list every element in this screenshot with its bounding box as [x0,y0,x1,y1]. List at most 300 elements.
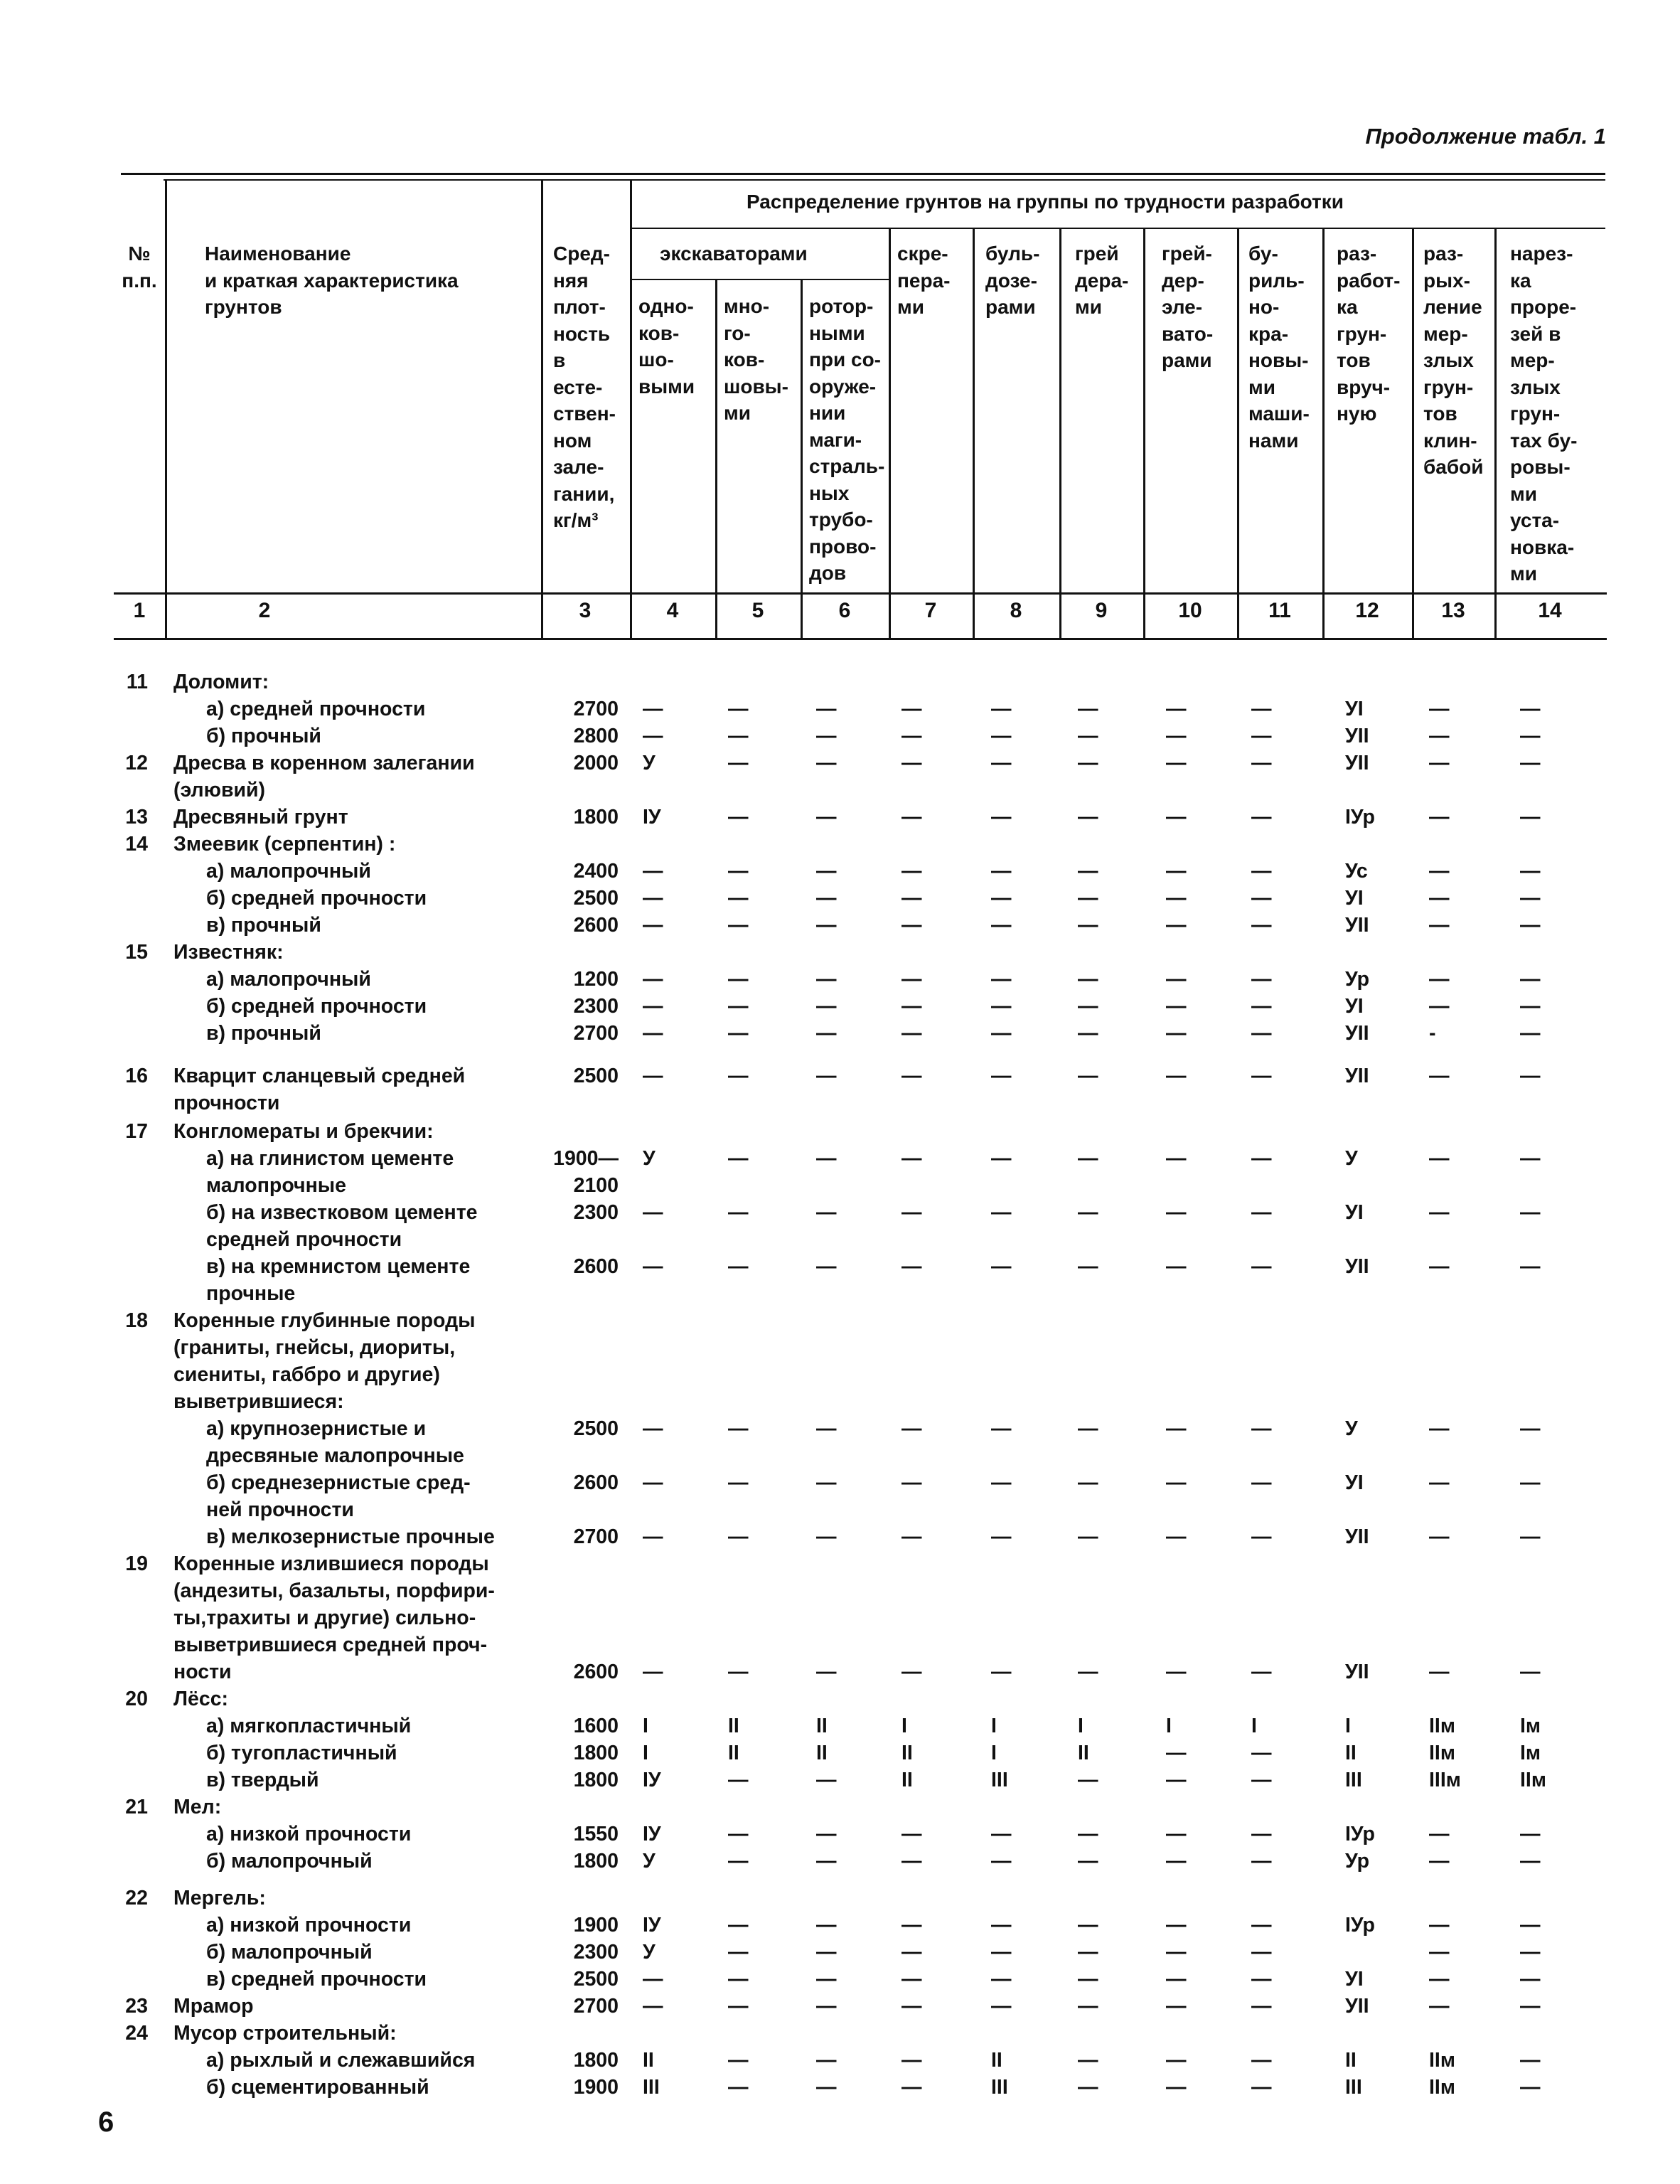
row-value-col-13: - [1429,1022,1436,1045]
table-row [0,723,1680,750]
row-value-col-5: — [728,914,749,937]
row-number: 18 [125,1309,148,1332]
table-row [0,696,1680,723]
row-value-col-12: УII [1345,1022,1369,1045]
row-value-col-8: — [991,995,1012,1018]
row-number: 22 [125,1887,148,1909]
row-density: 2600 [573,1255,619,1278]
row-density: 1800 [573,2049,619,2072]
table-row [0,1090,1680,1117]
row-name: Известняк: [173,941,284,964]
row-value-col-7: I [901,1715,907,1737]
row-name: Мусор строительный: [173,2022,397,2045]
row-value-col-12: УII [1345,725,1369,747]
row-name: дресвяные малопрочные [206,1444,464,1467]
row-value-col-8: — [991,1471,1012,1494]
row-value-col-10: — [1166,698,1187,720]
row-value-col-4: — [643,1661,663,1683]
column-number-2: 2 [258,599,271,622]
header-col-12: раз- работ- ка грун- тов вруч- ную [1337,243,1401,425]
header-col-name: Наименование и краткая характеристика грунтов [205,243,459,318]
header-col-no: № п.п. [122,243,157,292]
row-value-col-6: — [816,1995,837,2018]
row-value-col-7: II [901,1769,913,1791]
row-value-col-9: — [1078,1471,1098,1494]
row-value-col-10: — [1166,1417,1187,1440]
row-value-col-6: — [816,914,837,937]
row-density: 1550 [573,1823,619,1845]
row-value-col-13: IIм [1429,2049,1455,2072]
row-name: Мрамор [173,1995,254,2018]
row-value-col-14: — [1520,968,1541,991]
row-value-col-4: I [643,1742,648,1764]
row-value-col-13: — [1429,914,1450,937]
row-value-col-4: — [643,1022,663,1045]
row-number: 21 [125,1796,148,1818]
row-value-col-6: — [816,1147,837,1170]
row-value-col-6: — [816,1471,837,1494]
row-value-col-10: — [1166,1471,1187,1494]
table-row [0,2047,1680,2074]
row-name: в) на кремнистом цементе [206,1255,471,1278]
row-value-col-10: — [1166,1914,1187,1937]
row-value-col-11: — [1251,1471,1272,1494]
row-value-col-14: IIм [1520,1769,1546,1791]
row-value-col-12: II [1345,2049,1357,2072]
row-value-col-7: II [901,1742,913,1764]
row-value-col-5: — [728,2049,749,2072]
row-value-col-6: — [816,725,837,747]
row-value-col-9: — [1078,887,1098,910]
row-value-col-4: IУ [643,1914,661,1937]
row-value-col-7: — [901,1417,922,1440]
row-value-col-14: — [1520,1065,1541,1087]
row-value-col-8: — [991,914,1012,937]
row-density: 1800 [573,806,619,829]
row-name: б) на известковом цементе [206,1201,478,1224]
row-value-col-7: — [901,1471,922,1494]
row-value-col-5: — [728,887,749,910]
row-value-col-7: — [901,1850,922,1873]
row-value-col-13: — [1429,1471,1450,1494]
row-value-col-7: — [901,725,922,747]
row-value-col-13: — [1429,1850,1450,1873]
row-value-col-10: — [1166,1742,1187,1764]
column-number-10: 10 [1178,599,1202,622]
row-name: б) среднезернистые сред- [206,1471,471,1494]
row-value-col-8: — [991,1823,1012,1845]
row-value-col-11: — [1251,1147,1272,1170]
row-value-col-6: — [816,1823,837,1845]
row-value-col-8: — [991,1661,1012,1683]
row-value-col-14: Iм [1520,1715,1541,1737]
row-value-col-11: — [1251,860,1272,883]
row-name: в) прочный [206,914,321,937]
row-value-col-10: I [1166,1715,1172,1737]
row-name: Мергель: [173,1887,266,1909]
row-value-col-14: — [1520,1471,1541,1494]
row-value-col-9: — [1078,914,1098,937]
row-value-col-11: — [1251,914,1272,937]
header-col-density: Сред- няя плот- ность в есте- ствен- ном зале- гании, кг/м³ [553,243,616,531]
row-value-col-14: — [1520,1823,1541,1845]
row-value-col-5: — [728,1769,749,1791]
row-name: а) низкой прочности [206,1823,412,1845]
row-value-col-8: — [991,1147,1012,1170]
row-value-col-13: IIм [1429,1715,1455,1737]
row-value-col-8: III [991,2076,1008,2099]
row-value-col-14: — [1520,806,1541,829]
row-value-col-4: III [643,2076,660,2099]
row-density: 2800 [573,725,619,747]
row-value-col-9: — [1078,995,1098,1018]
row-value-col-5: — [728,2076,749,2099]
row-value-col-10: — [1166,1147,1187,1170]
table-row [0,1199,1680,1226]
row-value-col-5: — [728,1941,749,1964]
header-col-9: грей дера- ми [1075,243,1129,318]
row-value-col-10: — [1166,1968,1187,1991]
row-name: в) прочный [206,1022,321,1045]
row-density: 2500 [573,1968,619,1991]
row-value-col-11: — [1251,806,1272,829]
row-value-col-10: — [1166,1941,1187,1964]
table-row [0,1020,1680,1047]
row-value-col-10: — [1166,1661,1187,1683]
row-value-col-10: — [1166,2076,1187,2099]
table-row [0,1658,1680,1685]
table-row [0,1388,1680,1415]
row-density: 1200 [573,968,619,991]
row-value-col-12: III [1345,2076,1362,2099]
row-value-col-5: — [728,1255,749,1278]
row-value-col-11: — [1251,725,1272,747]
row-value-col-12: УI [1345,698,1364,720]
row-name: а) крупнозернистые и [206,1417,427,1440]
row-value-col-13: — [1429,1995,1450,2018]
row-value-col-6: — [816,806,837,829]
row-value-col-8: — [991,698,1012,720]
row-density: 2300 [573,1201,619,1224]
row-name: б) средней прочности [206,995,427,1018]
column-number-1: 1 [133,599,146,622]
row-value-col-14: — [1520,752,1541,774]
row-value-col-6: — [816,1255,837,1278]
table-row [0,1253,1680,1280]
row-value-col-6: — [816,1022,837,1045]
row-value-col-14: — [1520,1941,1541,1964]
row-value-col-13: — [1429,1525,1450,1548]
row-name: Конгломераты и брекчии: [173,1120,434,1143]
column-number-12: 12 [1355,599,1379,622]
row-value-col-8: I [991,1742,997,1764]
row-value-col-11: — [1251,1417,1272,1440]
row-value-col-8: — [991,1995,1012,2018]
row-value-col-10: — [1166,860,1187,883]
row-density: 1800 [573,1850,619,1873]
row-value-col-10: — [1166,752,1187,774]
row-number: 24 [125,2022,148,2045]
row-value-col-14: — [1520,1661,1541,1683]
row-value-col-7: — [901,914,922,937]
table-row [0,1993,1680,2020]
row-value-col-4: — [643,887,663,910]
row-value-col-10: — [1166,968,1187,991]
row-value-col-9: — [1078,1914,1098,1937]
row-number: 23 [125,1995,148,2018]
row-number: 15 [125,941,148,964]
table-row [0,1966,1680,1993]
row-value-col-11: — [1251,1968,1272,1991]
row-density: 2000 [573,752,619,774]
row-value-col-7: — [901,752,922,774]
row-value-col-13: IIм [1429,1742,1455,1764]
row-name: б) малопрочный [206,1941,373,1964]
row-value-col-13: IIIм [1429,1769,1461,1791]
row-value-col-8: — [991,887,1012,910]
row-value-col-14: — [1520,860,1541,883]
row-value-col-11: — [1251,1201,1272,1224]
table-row [0,1415,1680,1442]
row-value-col-11: — [1251,1941,1272,1964]
row-value-col-12: УII [1345,752,1369,774]
row-value-col-9: — [1078,1769,1098,1791]
row-value-col-4: — [643,968,663,991]
table-row [0,804,1680,831]
row-value-col-5: — [728,1525,749,1548]
table-row [0,1361,1680,1388]
table-row [0,1172,1680,1199]
table-row [0,1145,1680,1172]
row-value-col-14: — [1520,1417,1541,1440]
table-row [0,1523,1680,1550]
row-value-col-8: — [991,1417,1012,1440]
row-number: 11 [126,671,148,693]
table-row [0,966,1680,993]
row-value-col-8: — [991,1914,1012,1937]
row-value-col-4: — [643,914,663,937]
row-value-col-8: II [991,2049,1002,2072]
row-value-col-14: — [1520,1201,1541,1224]
header-col-11: бу- риль- но- кра- новы- ми маши- нами [1248,243,1310,452]
header-col-4: одно- ков- шо- выми [638,295,695,398]
row-value-col-4: — [643,1471,663,1494]
column-number-13: 13 [1441,599,1465,622]
row-value-col-9: II [1078,1742,1089,1764]
row-value-col-7: — [901,1968,922,1991]
row-name: (граниты, гнейсы, диориты, [173,1336,456,1359]
row-name: а) низкой прочности [206,1914,412,1937]
row-value-col-5: — [728,1471,749,1494]
header-col-10: грей- дер- эле- вато- рами [1162,243,1214,371]
row-value-col-6: — [816,2049,837,2072]
row-value-col-14: — [1520,914,1541,937]
row-value-col-12: УII [1345,1065,1369,1087]
table-row [0,750,1680,777]
row-density: 2300 [573,995,619,1018]
row-value-col-6: — [816,698,837,720]
row-number: 12 [125,752,148,774]
row-value-col-4: — [643,1525,663,1548]
header-col-8: буль- дозе- рами [985,243,1040,318]
row-value-col-8: — [991,725,1012,747]
row-value-col-7: — [901,806,922,829]
row-value-col-9: — [1078,1255,1098,1278]
row-value-col-5: — [728,1968,749,1991]
row-value-col-6: — [816,968,837,991]
column-number-14: 14 [1538,599,1562,622]
table-row [0,1794,1680,1821]
row-value-col-10: — [1166,995,1187,1018]
row-value-col-4: У [643,752,656,774]
table-row [0,1577,1680,1604]
row-value-col-12: УI [1345,887,1364,910]
row-value-col-10: — [1166,806,1187,829]
row-value-col-13: IIм [1429,2076,1455,2099]
row-value-col-13: — [1429,1968,1450,1991]
row-value-col-8: — [991,806,1012,829]
row-name: б) малопрочный [206,1850,373,1873]
row-density: 2300 [573,1941,619,1964]
row-value-col-12: IУр [1345,806,1375,829]
table-row [0,993,1680,1020]
row-value-col-14: — [1520,2049,1541,2072]
row-name: Кварцит сланцевый средней [173,1065,466,1087]
row-value-col-6: — [816,1417,837,1440]
row-value-col-8: — [991,752,1012,774]
column-number-4: 4 [666,599,679,622]
table-row [0,1740,1680,1767]
header-col-6: ротор- ными при со- оруже- нии маги- страль- ных трубо- прово- дов [809,295,885,584]
row-value-col-5: — [728,1995,749,2018]
row-value-col-9: — [1078,1525,1098,1548]
row-value-col-10: — [1166,725,1187,747]
row-value-col-8: — [991,1201,1012,1224]
row-value-col-5: — [728,725,749,747]
row-value-col-14: — [1520,725,1541,747]
row-value-col-8: — [991,968,1012,991]
table-row [0,668,1680,696]
table-row [0,1469,1680,1496]
row-name: выветрившиеся: [173,1390,344,1413]
row-value-col-10: — [1166,1995,1187,2018]
row-value-col-6: — [816,752,837,774]
row-value-col-6: — [816,2076,837,2099]
column-number-8: 8 [1010,599,1022,622]
row-value-col-9: — [1078,1417,1098,1440]
row-name: в) твердый [206,1769,319,1791]
row-value-col-9: — [1078,1995,1098,2018]
row-value-col-4: У [643,1147,656,1170]
row-value-col-14: — [1520,1850,1541,1873]
row-value-col-9: — [1078,1661,1098,1683]
row-value-col-13: — [1429,995,1450,1018]
row-value-col-9: — [1078,860,1098,883]
row-name: в) средней прочности [206,1968,427,1991]
row-value-col-6: — [816,1065,837,1087]
row-value-col-7: — [901,1995,922,2018]
row-name: прочные [206,1282,296,1305]
row-value-col-9: — [1078,1823,1098,1845]
row-value-col-12: УI [1345,995,1364,1018]
row-value-col-4: — [643,1995,663,2018]
row-name: ты,трахиты и другие) сильно- [173,1607,476,1629]
header-excavators-title: экскаваторами [660,243,808,265]
row-name: Коренные излившиеся породы [173,1552,489,1575]
row-value-col-13: — [1429,1065,1450,1087]
row-name: Дресвяный грунт [173,806,348,829]
row-value-col-11: — [1251,887,1272,910]
row-value-col-11: — [1251,1742,1272,1764]
row-value-col-6: — [816,995,837,1018]
row-value-col-9: — [1078,1147,1098,1170]
row-name: а) малопрочный [206,860,371,883]
row-value-col-7: — [901,1914,922,1937]
row-value-col-11: — [1251,698,1272,720]
row-value-col-4: — [643,1968,663,1991]
row-density: 2500 [573,1417,619,1440]
row-value-col-4: У [643,1850,656,1873]
table-row [0,1226,1680,1253]
row-value-col-14: — [1520,995,1541,1018]
table-row [0,1885,1680,1912]
row-value-col-4: IУ [643,1823,661,1845]
row-density: 2100 [573,1174,619,1197]
table-row [0,1939,1680,1966]
row-value-col-7: — [901,995,922,1018]
column-number-9: 9 [1095,599,1108,622]
row-value-col-6: — [816,1850,837,1873]
row-value-col-6: — [816,1201,837,1224]
row-value-col-7: — [901,860,922,883]
row-value-col-13: — [1429,1914,1450,1937]
table-row [0,1442,1680,1469]
row-value-col-5: — [728,1823,749,1845]
row-density: 2600 [573,1661,619,1683]
row-value-col-7: — [901,1525,922,1548]
row-name: малопрочные [206,1174,346,1197]
row-value-col-7: — [901,1065,922,1087]
row-value-col-11: — [1251,2076,1272,2099]
table-row [0,885,1680,912]
row-value-col-9: — [1078,968,1098,991]
row-value-col-12: IУр [1345,1914,1375,1937]
row-value-col-12: УII [1345,914,1369,937]
row-value-col-6: — [816,1525,837,1548]
row-value-col-7: — [901,968,922,991]
row-number: 13 [125,806,148,829]
row-value-col-7: — [901,1147,922,1170]
row-value-col-4: — [643,860,663,883]
header-col-14: нарез- ка проре- зей в мер- злых грун- тах бу- ровы- ми уста- новка- ми [1510,243,1578,585]
row-value-col-14: — [1520,2076,1541,2099]
row-value-col-13: — [1429,968,1450,991]
row-density: 1600 [573,1715,619,1737]
row-value-col-6: — [816,1769,837,1791]
row-value-col-13: — [1429,887,1450,910]
column-number-6: 6 [838,599,851,622]
row-density: 1800 [573,1742,619,1764]
row-value-col-11: — [1251,995,1272,1018]
row-name: (андезиты, базальты, порфири- [173,1580,495,1602]
row-value-col-4: — [643,698,663,720]
row-name: Лёсс: [173,1688,229,1710]
table-row [0,1767,1680,1794]
row-value-col-11: — [1251,752,1272,774]
row-value-col-4: II [643,2049,654,2072]
row-value-col-5: — [728,1417,749,1440]
column-number-3: 3 [579,599,592,622]
